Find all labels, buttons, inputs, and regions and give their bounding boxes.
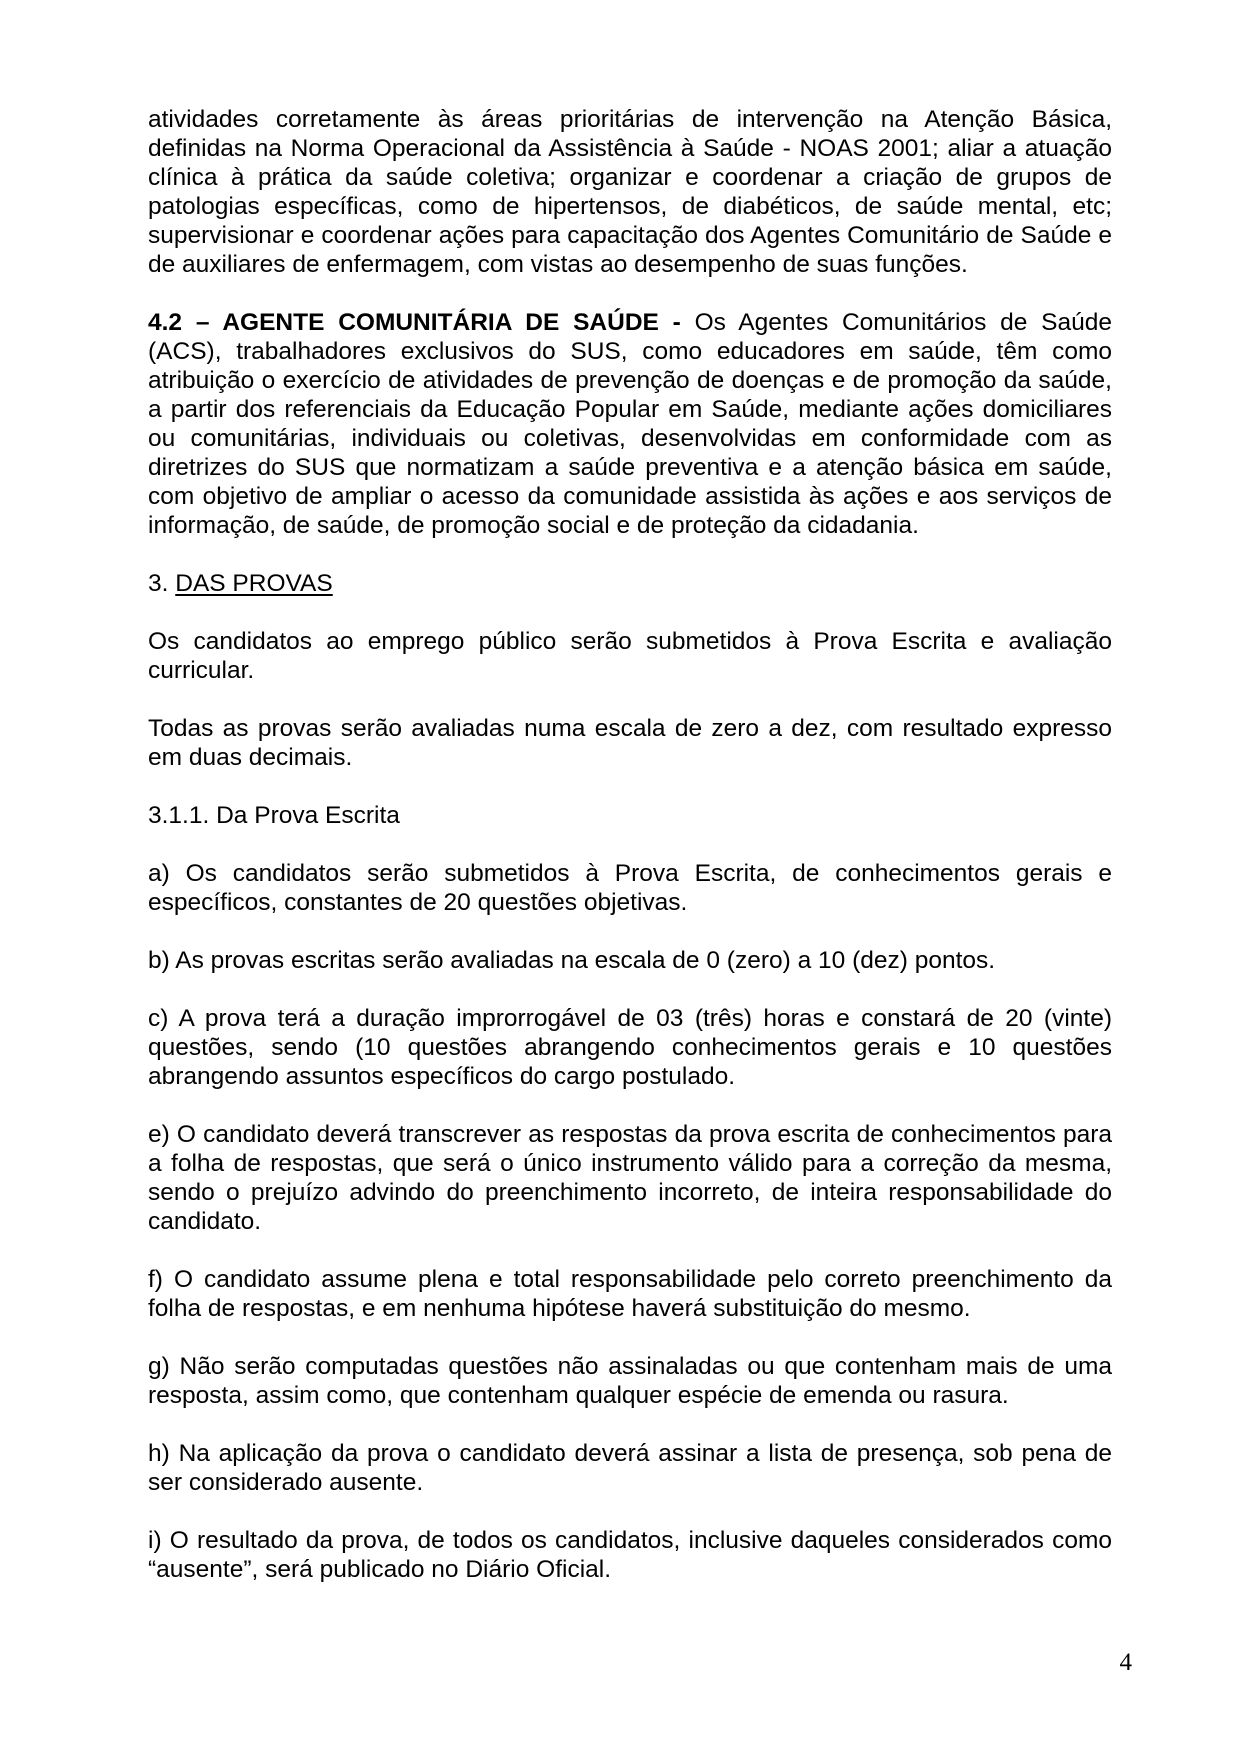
section-number: 3.	[148, 570, 176, 597]
item-h: h) Na aplicação da prova o candidato deverá assinar a lista de presença, sob pena de ser considerado ausente.	[148, 1440, 1112, 1496]
item-g: g) Não serão computadas questões não assinaladas ou que contenham mais de uma resposta, assim como, que contenham qualquer espécie de emenda ou rasura.	[148, 1353, 1112, 1409]
item-e: e) O candidato deverá transcrever as respostas da prova escrita de conhecimentos para a folha de respostas, que será o único instrumento válido para a correção da mesma, sendo o prejuízo advindo do preenchimento incorreto, de inteira responsabilidade do candidato.	[148, 1121, 1112, 1235]
item-c: c) A prova terá a duração improrrogável de 03 (três) horas e constará de 20 (vinte) questões, sendo (10 questões abrangendo conhecimentos gerais e 10 questões abrangendo assuntos específicos do cargo postulado.	[148, 1005, 1112, 1090]
section-title: DAS PROVAS	[175, 570, 333, 597]
section-heading-das-provas	[148, 569, 1112, 598]
paragraph-candidatos-submetidos: Os candidatos ao emprego público serão submetidos à Prova Escrita e avaliação curricular.	[148, 628, 1112, 684]
heading-agente-comunitaria: 4.2 – AGENTE COMUNITÁRIA DE SAÚDE -	[148, 309, 681, 336]
subsection-heading-prova-escrita: 3.1.1. Da Prova Escrita	[148, 802, 400, 829]
page-content	[148, 105, 1112, 1584]
paragraph-agente-comunitaria	[148, 308, 1112, 540]
paragraph-agente-comunitaria-text: Os Agentes Comunitários de Saúde (ACS), trabalhadores exclusivos do SUS, como educadores em saúde, têm como atribuição o exercício de atividades de prevenção de doenças e de promoção da saúde, a partir dos referenciais da Educação Popular em Saúde, mediante ações domiciliares ou comunitárias, individuais ou coletivas, desenvolvidas em conformidade com as diretrizes do SUS que normatizam a saúde preventiva e a atenção básica em saúde, com objetivo de ampliar o acesso da comunidade assistida às ações e aos serviços de informação, de saúde, de promoção social e de proteção da cidadania.	[148, 309, 1112, 539]
page-number: 4	[1119, 1649, 1132, 1676]
item-a: a) Os candidatos serão submetidos à Prova Escrita, de conhecimentos gerais e específicos, constantes de 20 questões objetivas.	[148, 860, 1112, 916]
item-b: b) As provas escritas serão avaliadas na escala de 0 (zero) a 10 (dez) pontos.	[148, 947, 996, 974]
paragraph-escala-avaliacao: Todas as provas serão avaliadas numa escala de zero a dez, com resultado expresso em duas decimais.	[148, 715, 1112, 771]
item-i: i) O resultado da prova, de todos os candidatos, inclusive daqueles considerados como “ausente”, será publicado no Diário Oficial.	[148, 1527, 1112, 1583]
paragraph-atribuicoes-enfermeiro: atividades corretamente às áreas prioritárias de intervenção na Atenção Básica, definidas na Norma Operacional da Assistência à Saúde - NOAS 2001; aliar a atuação clínica à prática da saúde coletiva; organizar e coordenar a criação de grupos de patologias específicas, como de hipertensos, de diabéticos, de saúde mental, etc; supervisionar e coordenar ações para capacitação dos Agentes Comunitário de Saúde e de auxiliares de enfermagem, com vistas ao desempenho de suas funções.	[148, 106, 1112, 278]
item-f: f) O candidato assume plena e total responsabilidade pelo correto preenchimento da folha de respostas, e em nenhuma hipótese haverá substituição do mesmo.	[148, 1266, 1112, 1322]
